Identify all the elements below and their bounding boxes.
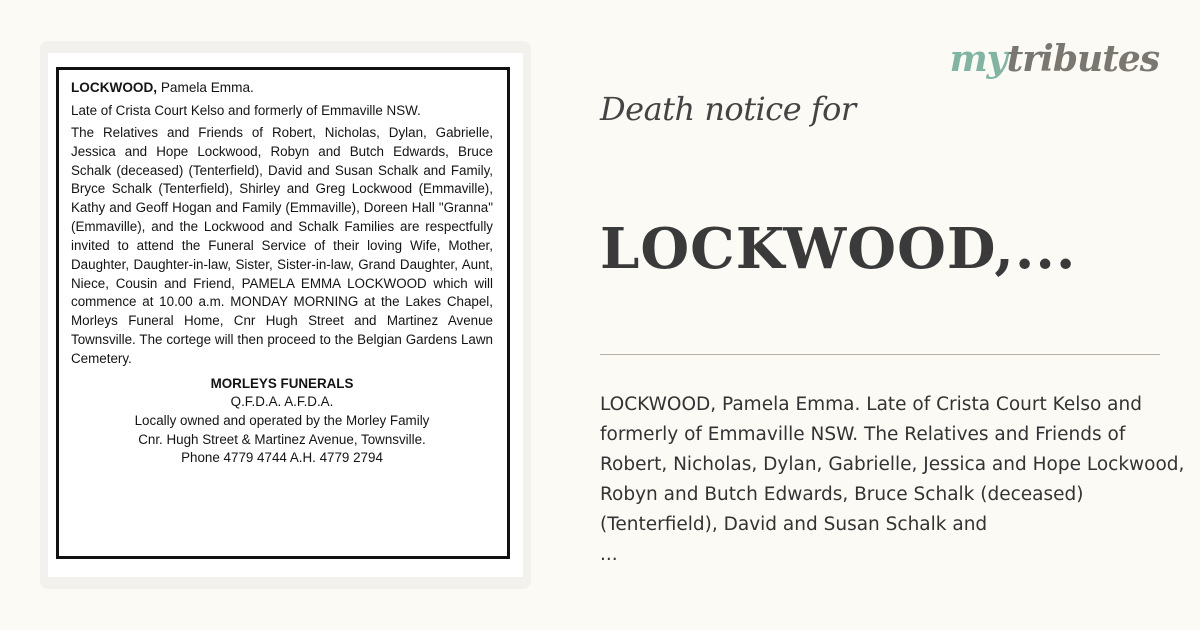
deceased-name-title: LOCKWOOD,...: [600, 216, 1077, 282]
notice-body: The Relatives and Friends of Robert, Nicholas, Dylan, Gabrielle, Jessica and Hope Lockwood, Robyn and Butch Edwards, Bruce Schalk (deceased) (Tenterfield), David and Susan Schalk and Family, Bryce Schalk (Tenterfield), Shirley and Greg Lockwood (Emmaville), Kathy and Geoff Hogan and Family (Emmaville), Doreen Hall "Granna" (Emmaville), and the Lockwood and Schalk Families are respectfully invited to attend the Funeral Service of their loving Wife, Mother, Daughter, Daughter-in-law, Sister, Sister-in-law, Grand Daughter, Aunt, Niece, Cousin and Friend, PAMELA EMMA LOCKWOOD which will commence at 10.00 a.m. MONDAY MORNING at the Lakes Chapel, Morleys Funeral Home, Cnr Hugh Street and Martinez Avenue Townsville. The cortege will then proceed to the Belgian Gardens Lawn Cemetery.: [71, 124, 493, 366]
notice-border-frame: [56, 67, 510, 559]
mytributes-logo[interactable]: [950, 38, 1159, 80]
funeral-director-name: MORLEYS FUNERALS: [210, 375, 354, 391]
notice-excerpt-ellipsis: ...: [600, 544, 618, 565]
logo-my: my: [949, 38, 1007, 80]
logo-tributes: tributes: [1006, 38, 1159, 80]
funeral-director-tagline: Locally owned and operated by the Morley Family: [134, 413, 430, 428]
notice-paper: [48, 53, 523, 577]
funeral-director-block: [71, 375, 493, 468]
notice-image-card: [40, 41, 531, 589]
page-subtitle: Death notice for: [600, 90, 856, 128]
notice-residence: Late of Crista Court Kelso and formerly of Emmaville NSW.: [71, 103, 421, 118]
notice-heading: [71, 79, 493, 96]
funeral-director-credentials: Q.F.D.A. A.F.D.A.: [230, 394, 334, 410]
notice-given-names: Pamela Emma.: [157, 80, 254, 95]
divider: [600, 354, 1160, 355]
funeral-director-address: Cnr. Hugh Street & Martinez Avenue, Townsville.: [138, 431, 426, 447]
notice-excerpt: [600, 390, 1190, 570]
funeral-director-phone: Phone 4779 4744 A.H. 4779 2794: [181, 450, 383, 466]
notice-surname: LOCKWOOD,: [71, 80, 158, 95]
notice-excerpt-text: LOCKWOOD, Pamela Emma. Late of Crista Court Kelso and formerly of Emmaville NSW. The Relatives and Friends of Robert, Nicholas, Dylan, Gabrielle, Jessica and Hope Lockwood, Robyn and Butch Edwards, Bruce Schalk (deceased) (Tenterfield), David and Susan Schalk and: [600, 394, 1185, 535]
